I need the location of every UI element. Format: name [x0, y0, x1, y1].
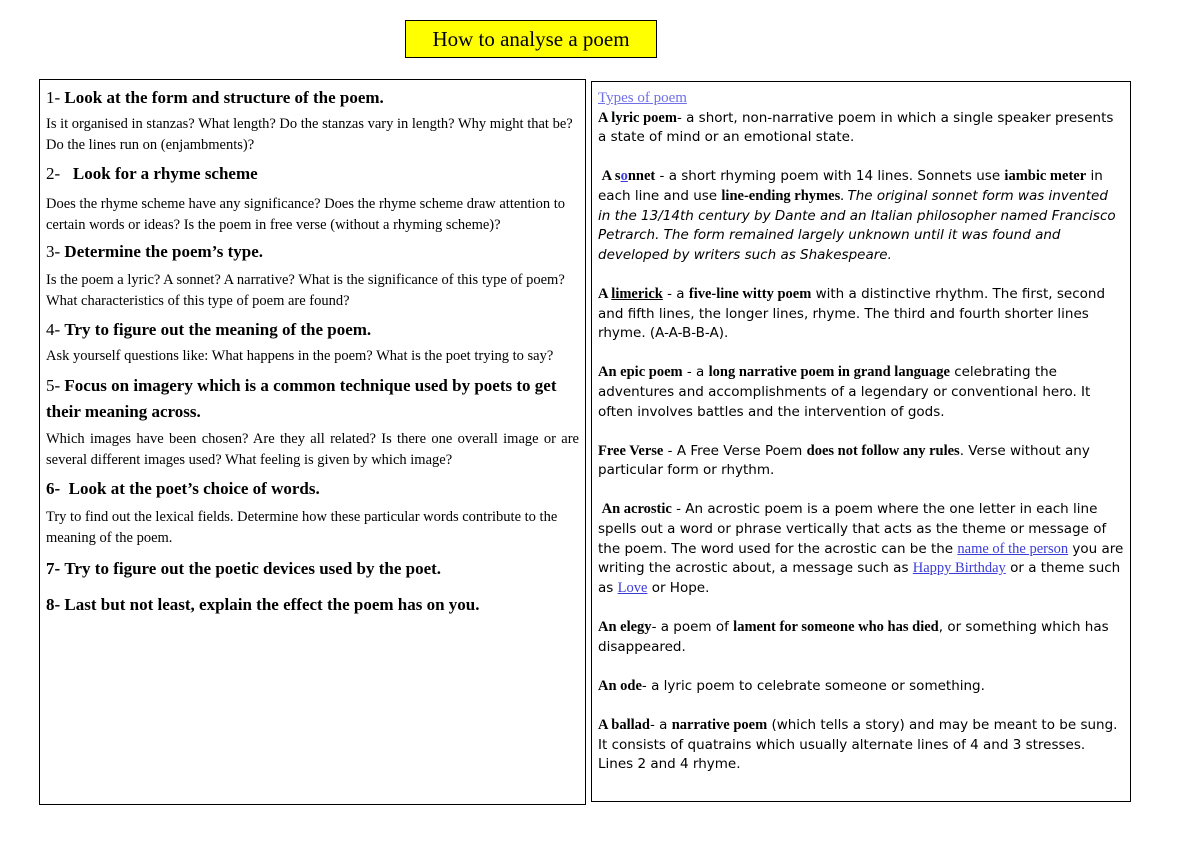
poem-types-box — [591, 81, 1131, 802]
type-ballad: A ballad- a narrative poem (which tells a story) and may be meant to be sung. It consists of quatrains which usually alternate lines of 4 and 3 stresses. Lines 2 and 4 rhyme. — [598, 717, 1118, 773]
page-title — [405, 20, 657, 58]
type-acrostic: An acrostic - An acrostic poem is a poem where the one letter in each line spells out a word or phrase vertically that acts as the theme or message of the poem. The word used for the acrostic can be the name of the person you are writing the acrostic about, a message such as Happy Birthday or a theme such as Love or Hope. — [598, 501, 1124, 596]
link-name-of-the-person[interactable]: name of the person — [957, 540, 1069, 557]
step-7-heading: 7- Try to figure out the poetic devices used by the poet. — [46, 559, 442, 578]
types-of-poem-link-line — [598, 89, 1124, 109]
step-1-heading: 1- Look at the form and structure of the poem. — [46, 88, 384, 107]
step-2-heading: 2- Look for a rhyme scheme — [46, 164, 258, 183]
step-3-heading: 3- Determine the poem’s type. — [46, 242, 264, 261]
analysis-steps-box — [39, 79, 586, 805]
step-4-heading: 4- Try to figure out the meaning of the poem. — [46, 320, 372, 339]
link-love[interactable]: Love — [617, 579, 648, 596]
type-free-verse: Free Verse - A Free Verse Poem does not follow any rules. Verse without any particular form or rhythm. — [598, 442, 1090, 479]
step-1-body: Is it organised in stanzas? What length? Do the stanzas vary in length? Why might that be? Do the lines run on (enjambments)? — [46, 116, 573, 153]
step-6-heading: 6- Look at the poet’s choice of words. — [46, 479, 320, 498]
type-epic: An epic poem - a long narrative poem in grand language celebrating the adventures and accomplishments of a legendary or conventional hero. It often involves battles and the intervention of gods. — [598, 364, 1091, 420]
step-4-body: Ask yourself questions like: What happens in the poem? What is the poet trying to say? — [46, 348, 554, 364]
type-lyric: A lyric poem- a short, non-narrative poem in which a single speaker presents a state of mind or an emotional state. — [598, 109, 1114, 146]
step-8-heading: 8- Last but not least, explain the effect the poem has on you. — [46, 595, 480, 614]
page-title-text: How to analyse a poem — [432, 26, 630, 51]
step-2-body: Does the rhyme scheme have any significance? Does the rhyme scheme draw attention to certain words or ideas? Is the poem in free verse (without a rhyming scheme)? — [46, 196, 565, 233]
link-happy-birthday[interactable]: Happy Birthday — [912, 560, 1006, 577]
step-6-body: Try to find out the lexical fields. Determine how these particular words contribute to the meaning of the poem. — [46, 509, 558, 546]
type-limerick: A limerick - a five-line witty poem with a distinctive rhythm. The first, second and fifth lines, the longer lines, rhyme. The third and fourth shorter lines rhyme. (A-A-B-B-A). — [598, 285, 1106, 342]
type-sonnet: A sonnet - a short rhyming poem with 14 lines. Sonnets use iambic meter in each line and use line-ending rhymes. The original sonnet form was invented in the 13/14th century by Dante and an Italian philosopher named Francisco Petrarch. The form remained largely unknown until it was found and developed by writers such as Shakespeare. — [598, 168, 1116, 263]
type-elegy: An elegy- a poem of lament for someone who has died, or something which has disappeared. — [598, 619, 1109, 655]
step-3-body: Is the poem a lyric? A sonnet? A narrative? What is the significance of this type of poem? What characteristics of this type of poem are found? — [46, 272, 565, 309]
step-5-body: Which images have been chosen? Are they all related? Is there one overall image or are several different images used? What feeling is given by which image? — [46, 431, 579, 468]
type-ode: An ode- a lyric poem to celebrate someone or something. — [598, 677, 985, 694]
types-of-poem-link[interactable]: Types of poem — [598, 90, 687, 106]
step-5-heading: 5- Focus on imagery which is a common technique used by poets to get their meaning across. — [46, 376, 557, 421]
